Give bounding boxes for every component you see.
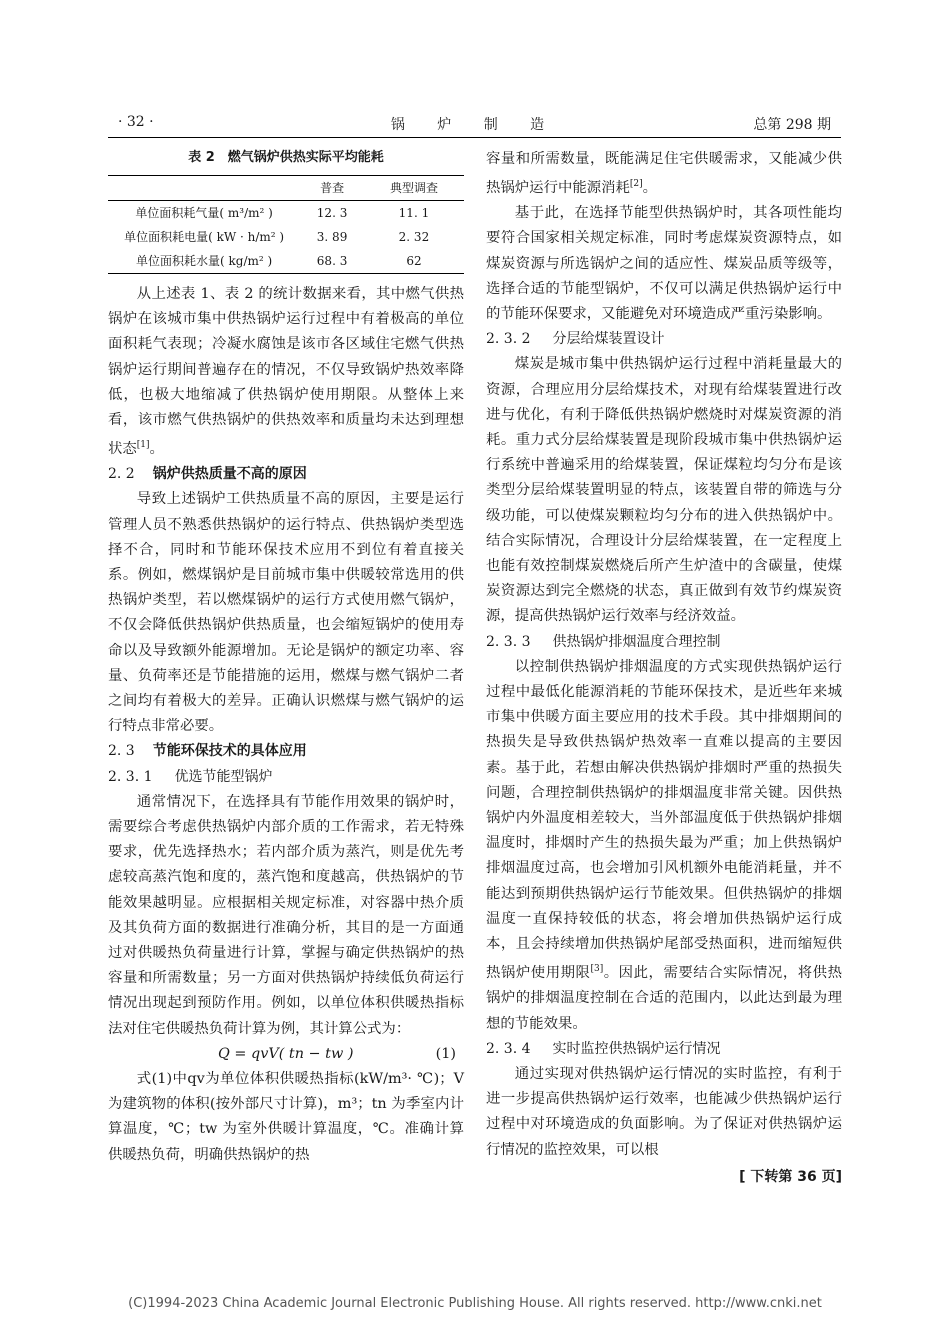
citation: [2] — [629, 179, 643, 190]
table-row — [108, 249, 464, 274]
paragraph: 从上述表 1、表 2 的统计数据来看，其中燃气供热锅炉在该城市集中供热锅炉运行过程中有着极高的单位面积耗气表现；冷凝水腐蚀是该市各区域住宅燃气供热锅炉运行期间普遍存在的情况，不仅导致锅炉热效率降低，也极大地缩减了供热锅炉使用期限。从整体上来看，该市燃气供热锅炉的供热效率和质量均未达到理想状态[1]。 — [108, 286, 464, 458]
header-rule — [108, 137, 841, 138]
energy-table — [108, 175, 464, 274]
subsection-heading: 2. 3. 1 优选节能型锅炉 — [108, 768, 273, 785]
paragraph: 煤炭是城市集中供热锅炉运行过程中消耗量最大的资源，合理应用分层给煤技术，对现有给煤装置进行改进与优化，有利于降低供热锅炉燃烧时对煤炭资源的消耗。重力式分层给煤装置是现阶段城市集中供热锅炉运行系统中普遍采用的给煤装置，保证煤粒均匀分布是该类型分层给煤装置明显的特点，该装置自带的筛选与分级功能，可以使煤炭颗粒均匀分布的进入供热锅炉中。结合实际情况，合理设计分层给煤装置，在一定程度上也能有效控制煤炭燃烧后所产生炉渣中的含碳量，使煤炭资源达到完全燃烧的状态，真正做到有效节约煤炭资源，提高供热锅炉运行效率与经济效益。 — [486, 356, 842, 625]
issue-number: 总第 298 期 — [753, 117, 831, 133]
equation — [108, 1042, 464, 1067]
paragraph: 通过实现对供热锅炉运行情况的实时监控，有利于进一步提高供热锅炉运行效率，也能减少供热锅炉运行过程中对环境造成的负面影响。为了保证对供热锅炉运行情况的监控效果，可以根 — [486, 1065, 842, 1158]
cell-typical: 2. 32 — [398, 230, 430, 244]
paragraph: 式(1)中qv为单位体积供暖热指标(kW/m³· ℃)；V 为建筑物的体积(按外部尺寸计算)，m³；tn 为季室内计算温度，℃；tw 为室外供暖计算温度，℃。准确计算供暖热负荷，明确供热锅炉的热 — [108, 1070, 464, 1163]
citation: [3] — [590, 964, 604, 975]
citation: [1] — [136, 440, 150, 451]
equation-body: Q = qvV( tn − tw ) — [218, 1045, 354, 1062]
continued-note: [ 下转第 36 页] — [739, 1168, 842, 1185]
right-column — [486, 147, 842, 1190]
paragraph: 通常情况下，在选择具有节能作用效果的锅炉时，需要综合考虑供热锅炉内部介质的工作需求，若无特殊要求，优先选择热水；若内部介质为蒸汽，则是优先考虑较高蒸汽饱和度的，蒸汽饱和度越高，供热锅炉的节能效果越明显。应根据相关规定标准，对容器中热介质及其负荷方面的数据进行准确分析，其目的是一方面通过对供暖热负荷量进行计算，掌握与确定供热锅炉的热容量和所需数量；另一方面对供热锅炉持续低负荷运行情况出现起到预防作用。例如，以单位体积供暖热指标法对住宅供暖热负荷计算为例，其计算公式为： — [108, 793, 464, 1037]
equation-number: (1) — [435, 1045, 456, 1062]
table-row — [108, 201, 464, 226]
paragraph: 以控制供热锅炉排烟温度的方式实现供热锅炉运行过程中最低化能源消耗的节能环保技术，是近些年来城市集中供暖方面主要应用的技术手段。其中排烟期间的热损失是导致供热锅炉热效率一直难以提高的主要因素。基于此，若想由解决供热锅炉排烟时严重的热损失问题，合理控制供热锅炉的排烟温度非常关键。因供热锅炉内外温度相差较大，当外部温度低于供热锅炉排烟温度时，排烟时产生的热损失最为严重；加上供热锅炉排烟温度过高，也会增加引风机额外电能消耗量，并不能达到预期供热锅炉运行节能效果。但供热锅炉的排烟温度一直保持较低的状态，将会增加供热锅炉运行成本，且会持续增加供热锅炉尾部受热面积，进而缩短供热锅炉使用期限[3]。因此，需要结合实际情况，将供热锅炉的排烟温度控制在合适的范围内，以此达到最为理想的节能效果。 — [486, 658, 842, 1032]
subsection-heading: 2. 3. 3 供热锅炉排烟温度合理控制 — [486, 633, 721, 650]
table-caption: 表 2 燃气锅炉供热实际平均能耗 — [188, 150, 384, 165]
section-heading: 2. 3 节能环保技术的具体应用 — [108, 743, 307, 760]
row-label: 单位面积耗气量( m³/m² ) — [135, 206, 273, 220]
subsection-heading: 2. 3. 4 实时监控供热锅炉运行情况 — [486, 1040, 721, 1057]
subsection-heading: 2. 3. 2 分层给煤装置设计 — [486, 331, 665, 348]
cell-typical: 11. 1 — [398, 206, 430, 220]
section-heading: 2. 2 锅炉供热质量不高的原因 — [108, 466, 307, 483]
cell-survey: 3. 89 — [316, 230, 348, 244]
table-header-cell — [108, 176, 300, 201]
table-header-cell: 普查 — [320, 181, 345, 195]
table-header-row — [108, 176, 464, 201]
cell-typical: 62 — [406, 254, 422, 268]
copyright-footer: (C)1994-2023 China Academic Journal Electronic Publishing House. All rights reserved. http://www.cnki.net — [128, 1296, 822, 1311]
page-number: · 32 · — [118, 114, 154, 130]
cell-survey: 12. 3 — [316, 206, 348, 220]
paragraph: 基于此，在选择节能型供热锅炉时，其各项性能均要符合国家相关规定标准，同时考虑煤炭资源特点，如煤炭资源与所选锅炉之间的适应性、煤炭品质等级等，选择合适的节能型锅炉，不仅可以满足供热锅炉运行中的节能环保要求，又能避免对环境造成严重污染影响。 — [486, 205, 842, 323]
table-row — [108, 225, 464, 249]
table-header-cell: 典型调查 — [389, 181, 438, 195]
page-header — [108, 114, 841, 136]
journal-title: 锅 炉 制 造 — [390, 117, 559, 133]
paragraph: 导致上述锅炉工供热质量不高的原因，主要是运行管理人员不熟悉供热锅炉的运行特点、供热锅炉类型选择不合，同时和节能环保技术应用不到位有着直接关系。例如，燃煤锅炉是目前城市集中供暖较常选用的供热锅炉类型，若以燃煤锅炉的运行方式使用燃气锅炉，不仅会降低供热锅炉供热质量，也会缩短锅炉的使用寿命以及导致额外能源增加。无论是锅炉的额定功率、容量、负荷率还是节能措施的运用，燃煤与燃气锅炉二者之间均有着极大的差异。正确认识燃煤与燃气锅炉的运行特点非常必要。 — [108, 491, 464, 735]
row-label: 单位面积耗电量( kW · h/m² ) — [124, 230, 285, 244]
cell-survey: 68. 3 — [316, 254, 348, 268]
paragraph: 容量和所需数量，既能满足住宅供暖需求，又能减少供热锅炉运行中能源消耗[2]。 — [486, 151, 842, 196]
row-label: 单位面积耗水量( kg/m² ) — [136, 254, 273, 268]
left-column — [108, 147, 464, 1168]
